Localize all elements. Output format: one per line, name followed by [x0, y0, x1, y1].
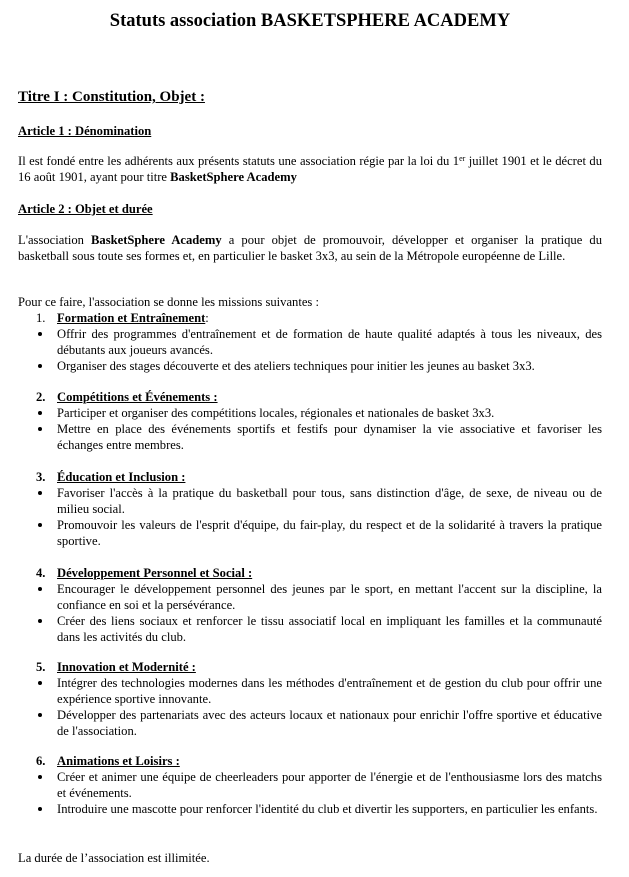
bullet-icon: [38, 713, 42, 717]
list-item: Participer et organiser des compétitions locales, régionales et nationales de basket 3x3.: [18, 405, 602, 421]
bullet-icon: [38, 427, 42, 431]
document-title: Statuts association BASKETSPHERE ACADEMY: [109, 11, 511, 31]
section-number: 4.: [36, 566, 46, 580]
mission-section-2: [18, 389, 602, 453]
section-title: Animations et Loisirs :: [57, 754, 180, 768]
list-item: Développer des partenariats avec des acteurs locaux et nationaux pour enrichir l'offre sportive et éducative de l'association.: [18, 707, 602, 739]
list-item: Introduire une mascotte pour renforcer l'identité du club et divertir les supporters, en particulier les enfants.: [18, 801, 602, 817]
article-1-heading: Article 1 : Dénomination: [18, 124, 152, 138]
article-1-text: Il est fondé entre les adhérents aux présents statuts une association régie par la loi du 1er juillet 1901 et le décret du 16 août 1901, ayant pour titre BasketSphere Academy: [18, 154, 602, 184]
titre-heading: Titre I : Constitution, Objet :: [18, 89, 205, 105]
list-item: Intégrer des technologies modernes dans les méthodes d'entraînement et de gestion du club pour offrir une expérience sportive innovante.: [18, 675, 602, 707]
bullet-icon: [38, 619, 42, 623]
association-name: BasketSphere Academy: [91, 233, 222, 247]
article-2-heading: Article 2 : Objet et durée: [18, 202, 153, 216]
bullet-icon: [38, 775, 42, 779]
mission-section-4: [18, 565, 602, 645]
bullet-icon: [38, 523, 42, 527]
bullet-icon: [38, 807, 42, 811]
list-item: Offrir des programmes d'entraînement et de formation de haute qualité adaptés à tous les niveaux, des débutants aux joueurs avancés.: [18, 326, 602, 358]
association-name: BasketSphere Academy: [170, 170, 297, 184]
list-item: Encourager le développement personnel des jeunes par le sport, en mettant l'accent sur la discipline, la confiance en soi et la persévérance.: [18, 581, 602, 613]
list-item: Créer des liens sociaux et renforcer le tissu associatif local en impliquant les familles et la communauté dans les activités du club.: [18, 613, 602, 645]
mission-section-1: [18, 310, 602, 374]
section-title: Compétitions et Événements :: [57, 390, 218, 404]
section-number: 2.: [36, 390, 46, 404]
section-title: Développement Personnel et Social :: [57, 566, 253, 580]
list-item: Favoriser l'accès à la pratique du basketball pour tous, sans distinction d'âge, de sexe, de niveau ou de milieu social.: [18, 485, 602, 517]
section-title: Innovation et Modernité :: [57, 660, 196, 674]
bullet-icon: [38, 411, 42, 415]
mission-section-5: [18, 659, 602, 739]
bullet-icon: [38, 587, 42, 591]
section-number: 6.: [36, 754, 46, 768]
list-item: Promouvoir les valeurs de l'esprit d'équipe, du fair-play, du respect et de la solidarité à travers la pratique sportive.: [18, 517, 602, 549]
section-number: 3.: [36, 470, 46, 484]
mission-section-6: [18, 753, 602, 817]
mission-section-3: [18, 469, 602, 549]
bullet-icon: [38, 681, 42, 685]
superscript: er: [459, 154, 466, 163]
duration-statement: La durée de l’association est illimitée.: [18, 851, 210, 865]
missions-intro: Pour ce faire, l'association se donne les missions suivantes :: [18, 295, 319, 309]
bullet-icon: [38, 491, 42, 495]
list-item: Organiser des stages découverte et des ateliers techniques pour initier les jeunes au basket 3x3.: [18, 358, 602, 374]
section-number: 5.: [36, 660, 46, 674]
section-title: Éducation et Inclusion :: [57, 470, 186, 484]
article-2-intro: L'association BasketSphere Academy a pour objet de promouvoir, développer et organiser la pratique du basketball sous toute ses formes et, en particulier le basket 3x3, au sein de la Métropole européenne de Lille.: [18, 233, 602, 263]
bullet-icon: [38, 332, 42, 336]
list-item: Créer et animer une équipe de cheerleaders pour apporter de l'énergie et de l'enthousiasme lors des matchs et événements.: [18, 769, 602, 801]
bullet-icon: [38, 364, 42, 368]
section-title: Formation et Entraînement:: [57, 311, 209, 325]
section-number: 1.: [36, 311, 46, 325]
list-item: Mettre en place des événements sportifs et festifs pour dynamiser la vie associative et favoriser les échanges entre membres.: [18, 421, 602, 453]
